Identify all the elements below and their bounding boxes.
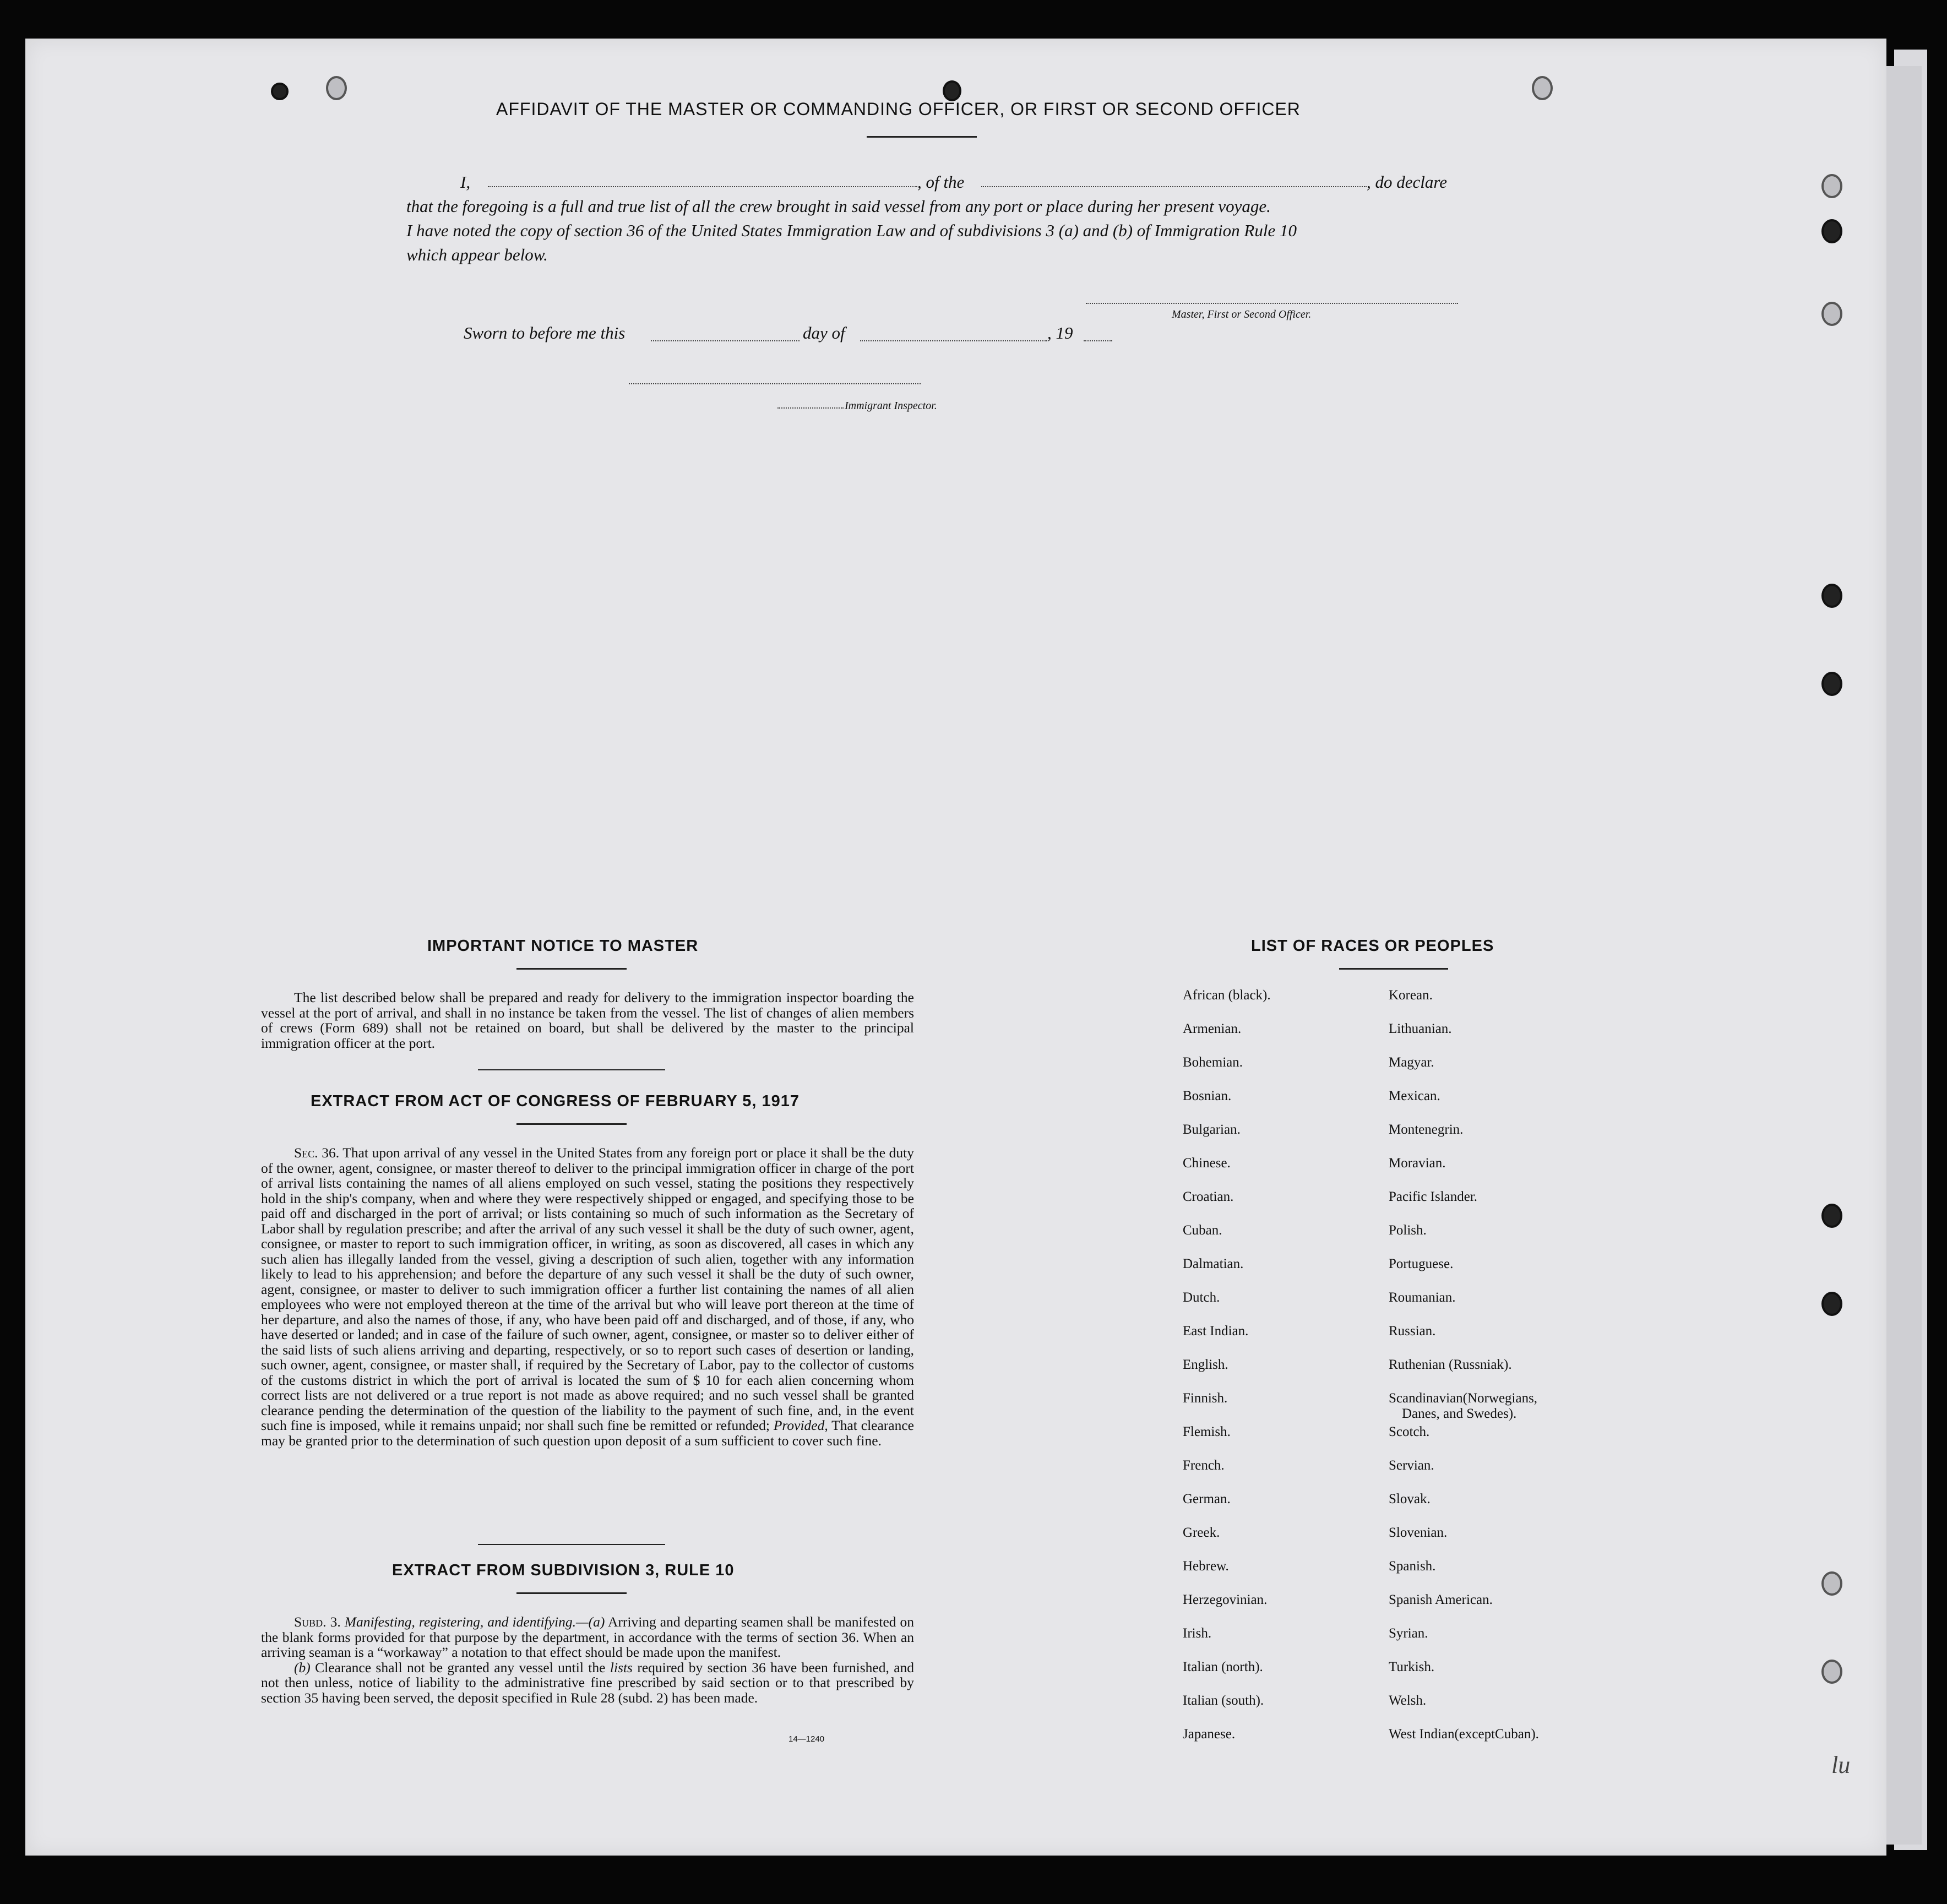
punch-hole: [1821, 584, 1842, 608]
document-page: [25, 39, 1886, 1856]
subd-text-b-lists: lists: [610, 1659, 633, 1675]
race-item: Portuguese.: [1389, 1256, 1454, 1271]
punch-hole: [1532, 76, 1553, 100]
race-item: East Indian.: [1183, 1324, 1249, 1339]
race-item: West Indian(exceptCuban).: [1389, 1727, 1539, 1742]
race-item: Italian (south).: [1183, 1693, 1264, 1708]
sworn-day-of: day of: [803, 323, 845, 342]
inspector-prefix-dots: [777, 407, 844, 409]
race-item: French.: [1183, 1458, 1225, 1473]
master-signature-line: [1086, 303, 1458, 304]
punch-hole: [271, 83, 289, 100]
affidavit-line-4: which appear below.: [406, 245, 548, 264]
race-item: Lithuanian.: [1389, 1021, 1452, 1036]
race-item: Irish.: [1183, 1626, 1212, 1641]
name-blank: [488, 186, 917, 187]
punch-hole: [943, 80, 961, 101]
punch-hole: [1821, 1204, 1842, 1228]
race-item: Finnish.: [1183, 1391, 1228, 1406]
extract-rule-underline: [516, 1592, 627, 1594]
race-item: Magyar.: [1389, 1055, 1434, 1070]
race-item: Dutch.: [1183, 1290, 1220, 1305]
race-item: Polish.: [1389, 1223, 1427, 1238]
affidavit-i: I,: [460, 172, 471, 192]
punch-hole: [1821, 672, 1842, 696]
title-underline: [867, 136, 977, 138]
section-divider: [478, 1544, 665, 1545]
inspector-signature-line: [629, 383, 921, 384]
affidavit-line-3: I have noted the copy of section 36 of the United States Immigration Law and of subdivisions 3 (a) and (b) of Immigration Rule 10: [406, 221, 1297, 240]
races-underline: [1339, 968, 1448, 970]
race-item: Russian.: [1389, 1324, 1436, 1339]
races-title: LIST OF RACES OR PEOPLES: [1251, 937, 1494, 955]
race-item: Mexican.: [1389, 1089, 1440, 1103]
race-item: Bulgarian.: [1183, 1122, 1241, 1137]
race-item: Chinese.: [1183, 1156, 1231, 1171]
affidavit-of-the: , of the: [917, 172, 965, 192]
notice-text: The list described below shall be prepared and ready for delivery to the immigration inspector boarding the vessel at the port of arrival, and shall in no instance be taken from the vessel. The list of changes of alien members of crews (Form 689) shall not be retained on board, but shall be delivered by the master to the principal immigration officer at the port.: [261, 989, 914, 1051]
punch-hole: [1821, 219, 1842, 243]
subd-heading: Manifesting, registering, and identifying.—(a): [344, 1614, 605, 1630]
subd-text-b-1: Clearance shall not be granted any vessel until the: [315, 1659, 606, 1675]
race-item: Syrian.: [1389, 1626, 1428, 1641]
sworn-prefix: Sworn to before me this: [464, 323, 626, 342]
race-item: Bosnian.: [1183, 1089, 1232, 1103]
race-item: Greek.: [1183, 1525, 1220, 1540]
handwritten-mark: lu: [1831, 1751, 1851, 1778]
sworn-year-blank: [1084, 340, 1112, 341]
race-item: Danes, and Swedes).: [1402, 1406, 1517, 1421]
extract-rule-body: [261, 1614, 914, 1705]
race-item: Spanish.: [1389, 1559, 1436, 1574]
race-item: Scotch.: [1389, 1424, 1430, 1439]
race-item: Croatian.: [1183, 1189, 1234, 1204]
affidavit-declare: , do declare: [1367, 172, 1448, 192]
extract-act-body: [261, 1145, 914, 1448]
race-item: Slovak.: [1389, 1492, 1431, 1506]
subd-text-b-2: required by section 36 have been furnished, and not then unless, notice of liability to the administrative fine prescribed by said section or to that prescribed by section 35 having been served, the deposit specified in Rule 28 (subd. 2) has been made.: [261, 1659, 915, 1706]
race-item: English.: [1183, 1357, 1228, 1372]
race-item: Dalmatian.: [1183, 1256, 1244, 1271]
punch-hole: [1821, 174, 1842, 198]
race-item: Pacific Islander.: [1389, 1189, 1478, 1204]
punch-hole: [326, 76, 347, 100]
section-divider: [478, 1069, 665, 1070]
extract-act-text: That upon arrival of any vessel in the United States from any foreign port or place it shall be the duty of the owner, agent, consignee, or master thereof to deliver to the principal immigration officer in charge of the port of arrival lists containing the names of all aliens employed on such vessel, stating the positions they respectively hold in the ship's company, when and where they were respectively shipped or engaged, and specifying those to be paid off and discharged in the port of arrival; or lists containing so much of such information as the Secretary of Labor shall by regulation prescribe; and after the arrival of any such vessel it shall be the duty of such owner, agent, consignee, or master to report to such immigration officer, in writing, as soon as discovered, all cases in which any such alien has illegally landed from the vessel, giving a description of such alien, together with any information likely to lead to his apprehension; and before the departure of any such vessel it shall be the duty of such owner, agent, consignee, or master to deliver to such immigration officer a further list containing the names of all alien employees who were not employed thereon at the time of the arrival but who will leave port thereon at the time of her departure, and also the names of those, if any, who have been paid off and discharged, and of those, if any, who have deserted or landed; and in case of the failure of such owner, agent, consignee, or master so to deliver either of the said lists of such aliens arriving and departing, respectively, or so to report such cases of desertion or landing, such owner, agent, consignee, or master shall, if required by the Secretary of Labor, pay to the collector of customs of the customs district in which the port of arrival is located the sum of $ 10 for each alien concerning whom correct lists are not delivered or a true report is not made as above required; and no such vessel shall be granted clearance pending the determination of the question of the liability to the payment of such fine, and, in the event such fine is imposed, while it remains unpaid; nor shall such fine be remitted or refunded;: [261, 1145, 914, 1433]
notice-title: IMPORTANT NOTICE TO MASTER: [427, 937, 699, 955]
race-item: Korean.: [1389, 988, 1433, 1003]
affidavit-line-1: [460, 170, 1495, 195]
race-item: Slovenian.: [1389, 1525, 1448, 1540]
extract-act-title: EXTRACT FROM ACT OF CONGRESS OF FEBRUARY 5, 1917: [311, 1092, 800, 1110]
punch-hole: [1821, 302, 1842, 326]
extract-act-text-end: That clearance may be granted prior to the determination of such question upon deposit of a sum sufficient to cover such fine.: [261, 1417, 915, 1449]
sworn-month-blank: [860, 340, 1047, 341]
affidavit-line-2: that the foregoing is a full and true list of all the crew brought in said vessel from any port or place during her present voyage.: [406, 197, 1271, 216]
race-item: Armenian.: [1183, 1021, 1242, 1036]
race-item: Italian (north).: [1183, 1660, 1263, 1674]
notice-body: [261, 990, 914, 1051]
master-caption: Master, First or Second Officer.: [1172, 308, 1312, 320]
race-item: Servian.: [1389, 1458, 1434, 1473]
race-item: Flemish.: [1183, 1424, 1231, 1439]
subd-label: Subd. 3.: [294, 1614, 341, 1630]
inspector-caption: Immigrant Inspector.: [845, 400, 937, 412]
race-item: Hebrew.: [1183, 1559, 1229, 1574]
sworn-day-blank: [651, 340, 800, 341]
race-item: Spanish American.: [1389, 1592, 1493, 1607]
race-item: Welsh.: [1389, 1693, 1427, 1708]
race-item: German.: [1183, 1492, 1231, 1506]
vessel-blank: [981, 186, 1367, 187]
race-item: Scandinavian(Norwegians,: [1389, 1391, 1538, 1406]
provided-label: Provided,: [773, 1417, 828, 1433]
affidavit-title: AFFIDAVIT OF THE MASTER OR COMMANDING OFFICER, OR FIRST OR SECOND OFFICER: [496, 99, 1301, 119]
race-item: Herzegovinian.: [1183, 1592, 1268, 1607]
punch-hole: [1821, 1292, 1842, 1316]
extract-act-underline: [516, 1123, 627, 1125]
race-item: Japanese.: [1183, 1727, 1236, 1742]
punch-hole: [1821, 1571, 1842, 1596]
punch-hole: [1821, 1660, 1842, 1684]
race-item: Roumanian.: [1389, 1290, 1456, 1305]
race-item: Turkish.: [1389, 1660, 1435, 1674]
sworn-year: , 19: [1047, 323, 1073, 342]
race-item: Ruthenian (Russniak).: [1389, 1357, 1512, 1372]
race-item: African (black).: [1183, 988, 1271, 1003]
notice-underline: [516, 968, 627, 970]
extract-rule-title: EXTRACT FROM SUBDIVISION 3, RULE 10: [392, 1562, 735, 1579]
race-item: Cuban.: [1183, 1223, 1222, 1238]
race-item: Bohemian.: [1183, 1055, 1243, 1070]
race-item: Moravian.: [1389, 1156, 1446, 1171]
subd-b-label: (b): [294, 1659, 311, 1675]
sec-label: Sec. 36.: [294, 1145, 340, 1161]
race-item: Montenegrin.: [1389, 1122, 1464, 1137]
form-number: 14—1240: [788, 1734, 825, 1744]
subd-text-a: Arriving and departing seamen shall be manifested on the blank forms provided for that purpose by the department, in accordance with the terms of section 36. When an arriving seaman is a “workaway” a notation to that effect should be made upon the manifest.: [261, 1614, 915, 1660]
